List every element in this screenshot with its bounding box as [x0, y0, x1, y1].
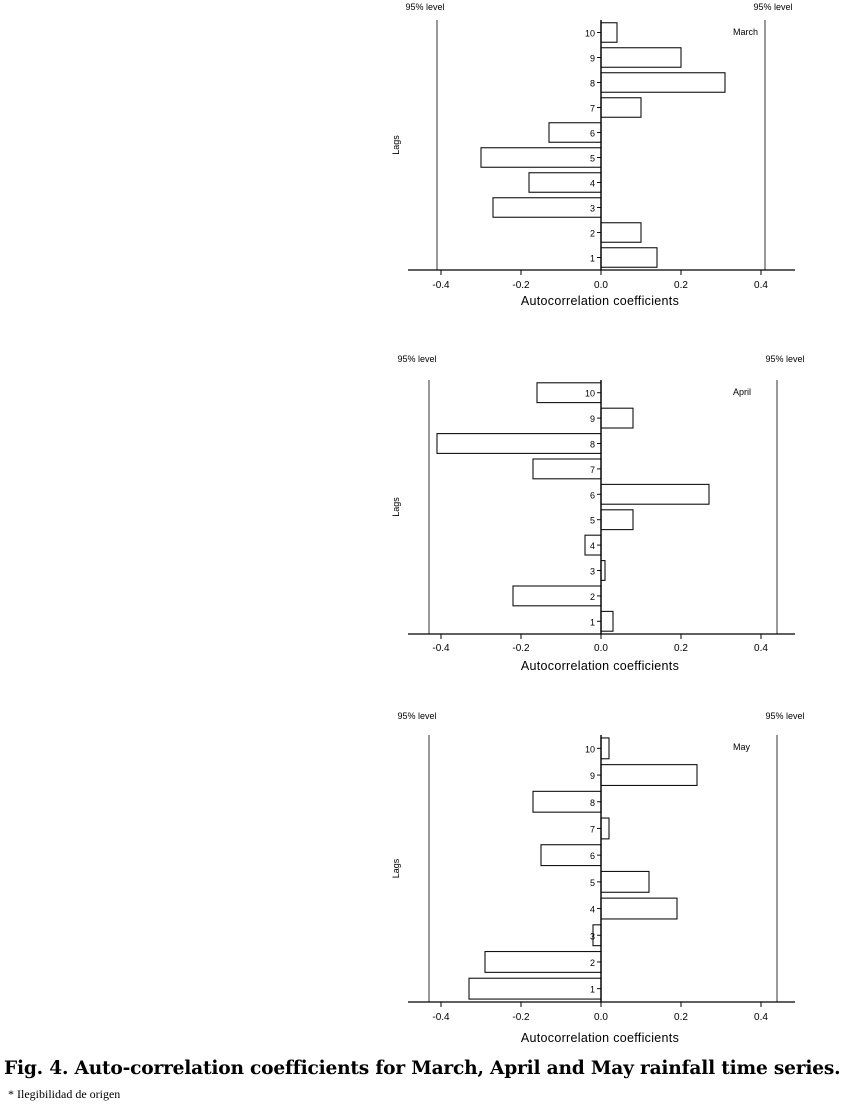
- chart-0-lag-label: 1: [589, 253, 595, 264]
- chart-2-confidence-label-right: 95% level: [765, 711, 805, 721]
- chart-2-lag-label: 7: [589, 824, 595, 835]
- chart-0-lag-label: 8: [589, 78, 595, 89]
- chart-2-lag-label: 1: [589, 984, 595, 995]
- chart-1-lag-label: 7: [589, 464, 595, 475]
- chart-1-lag-label: 5: [589, 515, 595, 526]
- chart-2-bar: [601, 871, 649, 892]
- chart-2-xlabel: Autocorrelation coefficients: [520, 1031, 680, 1045]
- chart-0-lag-label: 10: [584, 28, 595, 39]
- chart-1-xlabel: Autocorrelation coefficients: [520, 659, 680, 673]
- chart-0-title: March: [733, 27, 759, 37]
- chart-1-x-tick-label: 0.2: [674, 643, 688, 654]
- chart-2-lag-label: 8: [589, 797, 595, 808]
- chart-1-lag-label: 9: [589, 414, 595, 425]
- chart-0-ylabel: Lags: [391, 135, 401, 155]
- chart-1-bar: [601, 484, 709, 504]
- chart-2-bar: [601, 765, 697, 786]
- chart-2-bar: [485, 952, 601, 973]
- chart-0-lag-label: 6: [589, 128, 595, 139]
- chart-2-lag-label: 4: [589, 904, 595, 915]
- chart-2-lag-label: 2: [589, 957, 595, 968]
- chart-1-x-tick-label: 0.0: [594, 643, 608, 654]
- figure-caption: Fig. 4. Auto-correlation coefficients for March, April and May rainfall time series.: [4, 1058, 841, 1079]
- chart-0-bar: [601, 98, 641, 118]
- chart-0-lag-label: 4: [589, 178, 595, 189]
- chart-1-confidence-label-right: 95% level: [765, 354, 805, 364]
- chart-0-bar: [601, 248, 657, 268]
- chart-2-x-tick-label: 0.0: [594, 1012, 608, 1023]
- chart-0-x-tick-label: 0.0: [594, 280, 608, 291]
- chart-0-x-tick-label: -0.4: [432, 280, 450, 291]
- chart-1-x-tick-label: -0.4: [432, 643, 450, 654]
- chart-2-x-tick-label: 0.4: [754, 1012, 768, 1023]
- chart-2-x-tick-label: -0.2: [512, 1012, 530, 1023]
- chart-2-bar: [601, 738, 609, 759]
- chart-1-bar: [601, 408, 633, 428]
- chart-1-x-tick-label: 0.4: [754, 643, 768, 654]
- chart-0-bar: [601, 23, 617, 43]
- chart-1-bar: [437, 434, 601, 454]
- chart-1-bar: [601, 611, 613, 631]
- chart-1-bar: [601, 510, 633, 530]
- chart-0-confidence-label-right: 95% level: [753, 2, 793, 12]
- chart-1-x-tick-label: -0.2: [512, 643, 530, 654]
- chart-2-title: May: [733, 742, 751, 752]
- chart-0-lag-label: 5: [589, 153, 595, 164]
- chart-0-bar: [601, 73, 725, 93]
- figure-note: * Ilegibilidad de origen: [8, 1087, 121, 1101]
- chart-1-confidence-label-left: 95% level: [397, 354, 437, 364]
- chart-0-lag-label: 7: [589, 103, 595, 114]
- chart-0-confidence-label-left: 95% level: [405, 2, 445, 12]
- chart-2-lag-label: 5: [589, 877, 595, 888]
- chart-2-ylabel: Lags: [391, 858, 401, 879]
- chart-1-lag-label: 1: [589, 617, 595, 628]
- chart-2-x-tick-label: 0.2: [674, 1012, 688, 1023]
- chart-0-lag-label: 9: [589, 53, 595, 64]
- chart-1-bar: [513, 586, 601, 606]
- chart-1-lag-label: 10: [584, 388, 595, 399]
- chart-0-bar: [481, 148, 601, 168]
- chart-1-lag-label: 6: [589, 490, 595, 501]
- chart-1-ylabel: Lags: [391, 497, 401, 517]
- chart-2-lag-label: 10: [584, 744, 595, 755]
- chart-2-bar: [601, 818, 609, 839]
- chart-0-bar: [601, 223, 641, 243]
- chart-1-title: April: [733, 387, 752, 397]
- chart-0-x-tick-label: 0.2: [674, 280, 688, 291]
- chart-0-lag-label: 2: [589, 228, 595, 239]
- chart-2-x-tick-label: -0.4: [432, 1012, 450, 1023]
- chart-0-bar: [493, 198, 601, 218]
- chart-2-lag-label: 3: [589, 931, 595, 942]
- chart-1-lag-label: 3: [589, 566, 595, 577]
- chart-1-lag-label: 2: [589, 591, 595, 602]
- chart-0-bar: [601, 48, 681, 68]
- chart-0-lag-label: 3: [589, 203, 595, 214]
- chart-0-x-tick-label: -0.2: [512, 280, 530, 291]
- chart-0-xlabel: Autocorrelation coefficients: [520, 294, 680, 308]
- chart-2-lag-label: 6: [589, 851, 595, 862]
- chart-0-x-tick-label: 0.4: [754, 280, 768, 291]
- chart-2-bar: [469, 978, 601, 999]
- chart-2-bar: [601, 898, 677, 919]
- chart-1-lag-label: 4: [589, 541, 595, 552]
- chart-2-confidence-label-left: 95% level: [397, 711, 437, 721]
- chart-2-lag-label: 9: [589, 771, 595, 782]
- chart-1-lag-label: 8: [589, 439, 595, 450]
